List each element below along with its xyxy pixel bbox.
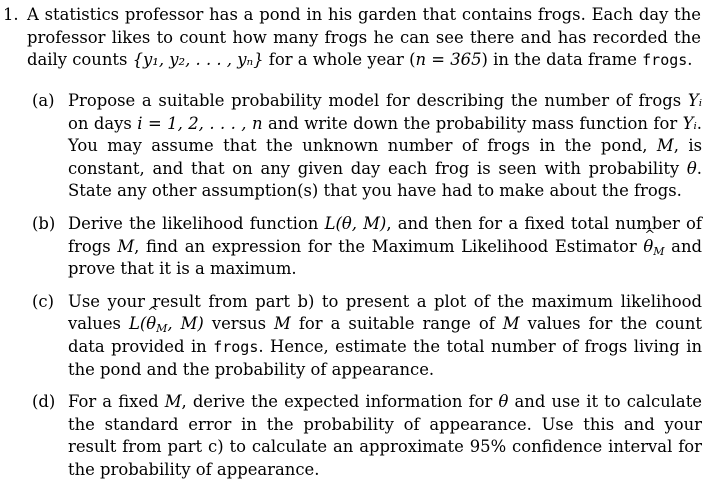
question-parts (32, 90, 702, 492)
part-text: on days (68, 113, 138, 133)
part-label: (b) (32, 213, 56, 233)
part-text: Derive the likelihood function (68, 213, 325, 233)
part-label: (d) (32, 392, 56, 412)
part-text: and write down the probability mass function for (262, 113, 683, 133)
part-text: for a suitable range of (290, 314, 503, 334)
part-label: (a) (32, 91, 55, 110)
question-intro (27, 4, 701, 72)
intro-text: ) in the data frame (481, 50, 643, 70)
part-label: (c) (32, 291, 54, 311)
math-theta: θ (686, 158, 697, 178)
math-L-close: , M) (167, 314, 204, 334)
math-subscript-M: M (653, 244, 665, 258)
part-text: , is constant, and that on any given day each frog is seen with probability (68, 136, 702, 178)
part-text: values for the count data provided in (68, 314, 702, 356)
math-theta-hat: ^ θ (643, 236, 653, 259)
math-L-open: L( (128, 314, 147, 334)
math-M: M (117, 236, 135, 256)
part-c (32, 291, 702, 381)
part-a (32, 90, 702, 203)
math-Yi: Yᵢ (687, 91, 702, 110)
math-M: M (164, 392, 182, 412)
math-Yi: Yᵢ (682, 113, 697, 133)
intro-text: for a whole year ( (263, 50, 416, 70)
code-frogs: frogs (642, 51, 688, 70)
part-text: For a fixed (68, 392, 165, 412)
math-counts-set: {y₁, y₂, . . . , yₙ} (132, 50, 264, 70)
part-text: , find an expression for the Maximum Likelihood Estimator (134, 236, 644, 256)
math-subscript-M: M (156, 322, 168, 336)
math-n-365: n = 365 (415, 50, 482, 70)
question-number: 1. (3, 5, 19, 24)
part-d (32, 391, 702, 481)
part-text: Use your result from part b) to present a plot of the maximum likelihood values (68, 291, 702, 334)
part-text: . You may assume that the unknown number of frogs in the pond, (68, 113, 702, 156)
math-M: M (274, 314, 291, 334)
intro-text: A statistics professor has a pond in his garden that contains frogs. Each day the professor likes to count how many frogs he can see there and has recorded the daily counts (27, 5, 701, 70)
part-text: versus (203, 314, 275, 334)
math-likelihood: L(θ, M) (324, 213, 387, 233)
part-text: and prove that it is a maximum. (68, 236, 702, 279)
part-text: , and then for a fixed total number of frogs (68, 213, 702, 256)
math-theta: θ (498, 392, 509, 412)
math-M: M (502, 314, 520, 334)
question-1 (3, 4, 701, 72)
math-M: M (656, 136, 674, 156)
part-text: . Hence, estimate the total number of frogs living in the pond and the probability of appearance. (68, 336, 702, 379)
math-theta-hat: ^ θ (146, 313, 156, 336)
math-i-range: i = 1, 2, . . . , n (137, 113, 263, 133)
part-text: Propose a suitable probability model for describing the number of frogs (68, 91, 688, 110)
part-text: . State any other assumption(s) that you have had to make about the frogs. (68, 158, 702, 201)
code-frogs: frogs (213, 337, 259, 356)
part-b (32, 213, 702, 281)
part-text: , derive the expected information for (181, 392, 499, 412)
intro-text: . (687, 50, 693, 70)
part-text: and use it to calculate the standard error in the probability of appearance. Use this and your result from part c) to calculate an approximate 95% confidence interval for the probability of appearance. (68, 392, 702, 479)
